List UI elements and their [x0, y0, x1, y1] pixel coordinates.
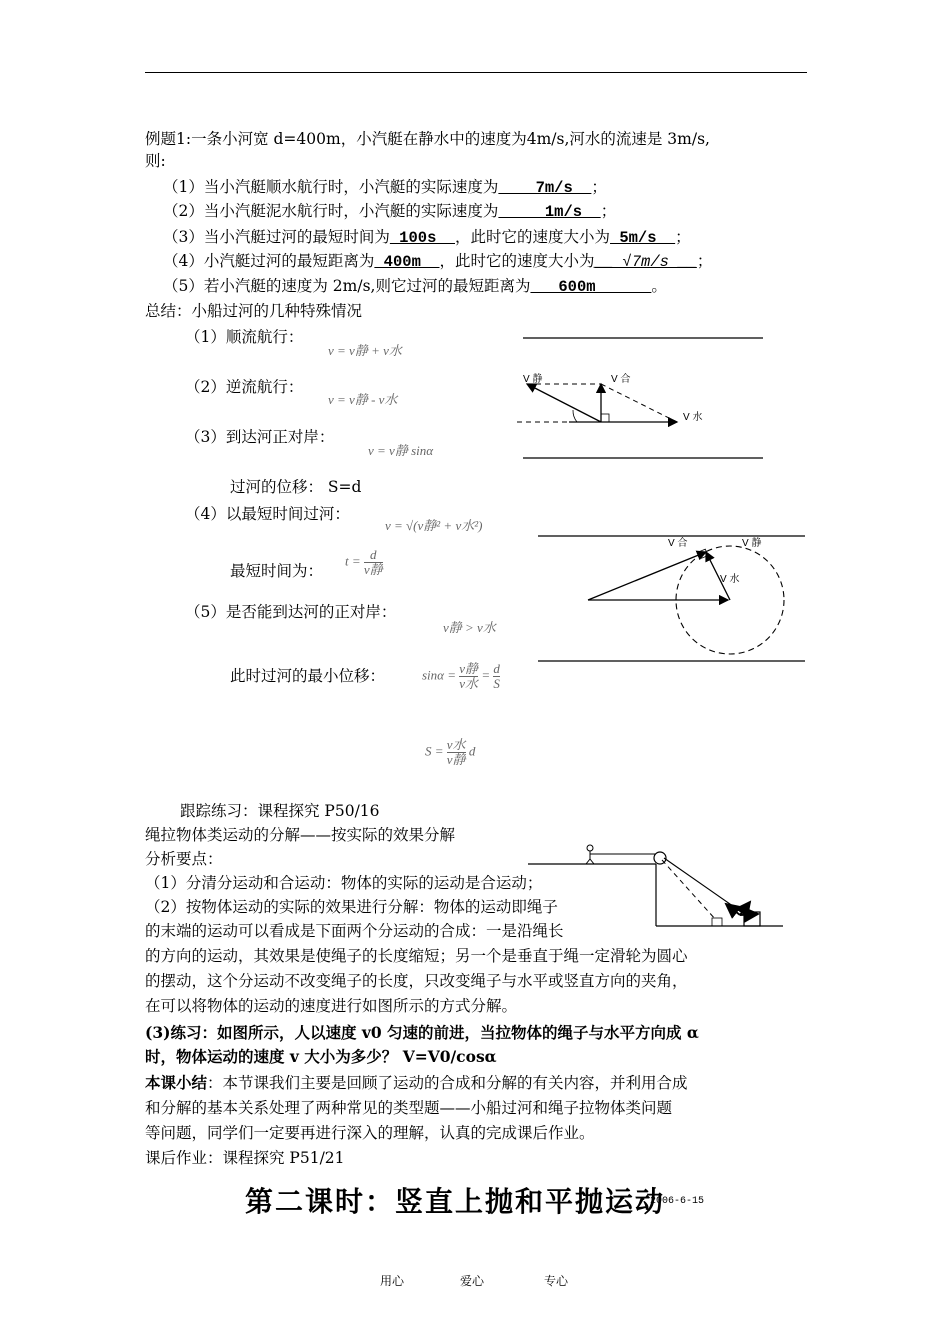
lesson-summary-line1: 本课小结：本节课我们主要是回顾了运动的合成和分解的有关内容，并利用合成	[145, 1073, 688, 1092]
point-2a: （2）按物体运动的实际的效果进行分解：物体的运动即绳子	[145, 898, 558, 916]
min-displacement-diagram	[530, 528, 820, 668]
question-1: （1）当小汽艇顺水航行时，小汽艇的实际速度为 7m/s ；	[163, 178, 607, 197]
formula-7: sinα = $\frac{\text{v静}}{\text{v水}}$ = $\frac{d}{S}$	[422, 661, 500, 691]
header-rule	[145, 72, 807, 73]
case-3: （3）到达河正对岸：	[185, 428, 335, 446]
person-figure	[586, 845, 596, 864]
question-4: （4）小汽艇过河的最短距离为 400m ，此时它的速度大小为__ √7m/s __；	[163, 252, 713, 271]
analysis-heading: 分析要点：	[145, 850, 223, 868]
answer-4b: __ √7m/s __	[594, 253, 697, 271]
point-1: （1）分清分运动和合运动：物体的实际的运动是合运动；	[145, 874, 543, 892]
answer-1: 7m/s	[498, 179, 592, 197]
section-date: 2006-6-15	[650, 1196, 705, 1207]
question-2: （2）当小汽艇泥水航行时，小汽艇的实际速度为 1m/s ；	[163, 202, 617, 221]
summary-heading: 总结：小船过河的几种特殊情况	[145, 302, 363, 320]
point-2e: 在可以将物体的运动的速度进行如图所示的方式分解。	[145, 997, 518, 1015]
case-5: （5）是否能到达河的正对岸：	[185, 603, 397, 621]
formula-5: t = $\frac{d}{\text{v静}}$	[345, 547, 383, 577]
case-4-min-time: 最短时间为：	[230, 562, 324, 580]
answer-3a: 100s	[389, 229, 455, 247]
formula-2: v = v静 - v水	[328, 392, 398, 407]
exercise-3b: 时，物体运动的速度 v 大小为多少？ V=V0/cosα	[145, 1047, 497, 1066]
case-2: （2）逆流航行：	[185, 378, 304, 396]
river-velocity-diagram	[505, 330, 775, 465]
case-3-displacement: 过河的位移： S=d	[230, 478, 362, 496]
formula-4: v = √(v静² + v水²)	[385, 518, 483, 533]
point-2c: 的方向的运动，其效果是使绳子的长度缩短；另一个是垂直于绳一定滑轮为圆心	[145, 947, 688, 965]
follow-up-practice: 跟踪练习：课程探究 P50/16	[180, 802, 380, 820]
point-2d: 的摆动，这个分运动不改变绳子的长度，只改变绳子与水平或竖直方向的夹角，	[145, 972, 688, 990]
footer-item-3: 专心	[544, 1274, 569, 1288]
question-3: （3）当小汽艇过河的最短时间为 100s ，此时它的速度大小为 5m/s ；	[163, 228, 691, 247]
label-v-shui-2: V 水	[720, 574, 740, 585]
case-1: （1）顺流航行：	[185, 328, 304, 346]
v-he-arrow-2	[588, 552, 706, 600]
lesson-summary-line3: 等问题，同学们一定要再进行深入的理解，认真的完成课后作业。	[145, 1124, 595, 1142]
answer-4a: 400m	[374, 253, 440, 271]
case-4: （4）以最短时间过河：	[185, 505, 350, 523]
label-v-jing-1: V 静	[523, 374, 543, 385]
formula-6: v静 > v水	[443, 620, 496, 635]
homework: 课后作业：课程探究 P51/21	[145, 1149, 345, 1167]
label-v-he-2: V 合	[668, 538, 688, 549]
question-5: （5）若小汽艇的速度为 2m/s,则它过河的最短距离为 600m 。	[163, 277, 667, 296]
example-line1: 例题1:一条小河宽 d=400m，小汽艇在静水中的速度为4m/s,河水的流速是 3m/s,	[145, 130, 710, 148]
section-title: 第二课时：竖直上抛和平抛运动	[245, 1185, 666, 1218]
footer-item-1: 用心	[380, 1274, 405, 1288]
case-5-min-displacement: 此时过河的最小位移：	[230, 667, 386, 685]
formula-3: v = v静 sinα	[368, 443, 434, 458]
v-jing-arrow	[527, 384, 601, 422]
formula-8: S = $\frac{\text{v水}}{\text{v静}}$ d	[425, 737, 476, 767]
rope-section-title: 绳拉物体类运动的分解——按实际的效果分解	[145, 826, 456, 844]
label-v-shui-1: V 水	[683, 412, 703, 423]
label-v-jing-2: V 静	[742, 538, 762, 549]
lesson-summary-line2: 和分解的基本关系处理了两种常见的类型题——小船过河和绳子拉物体类问题	[145, 1099, 673, 1117]
formula-1: v = v静 + v水	[328, 343, 402, 358]
pulley-diagram	[528, 842, 788, 942]
answer-3b: 5m/s	[610, 229, 676, 247]
label-v-he-1: V 合	[611, 374, 631, 385]
footer-item-2: 爱心	[460, 1274, 485, 1288]
point-2b: 的末端的运动可以看成是下面两个分运动的合成：一是沿绳长	[145, 922, 564, 940]
example-line2: 则:	[145, 152, 166, 170]
answer-2: 1m/s	[498, 203, 601, 221]
exercise-3a: (3)练习：如图所示，人以速度 v0 匀速的前进，当拉物体的绳子与水平方向成 α	[145, 1023, 699, 1042]
answer-5: 600m	[530, 278, 652, 296]
